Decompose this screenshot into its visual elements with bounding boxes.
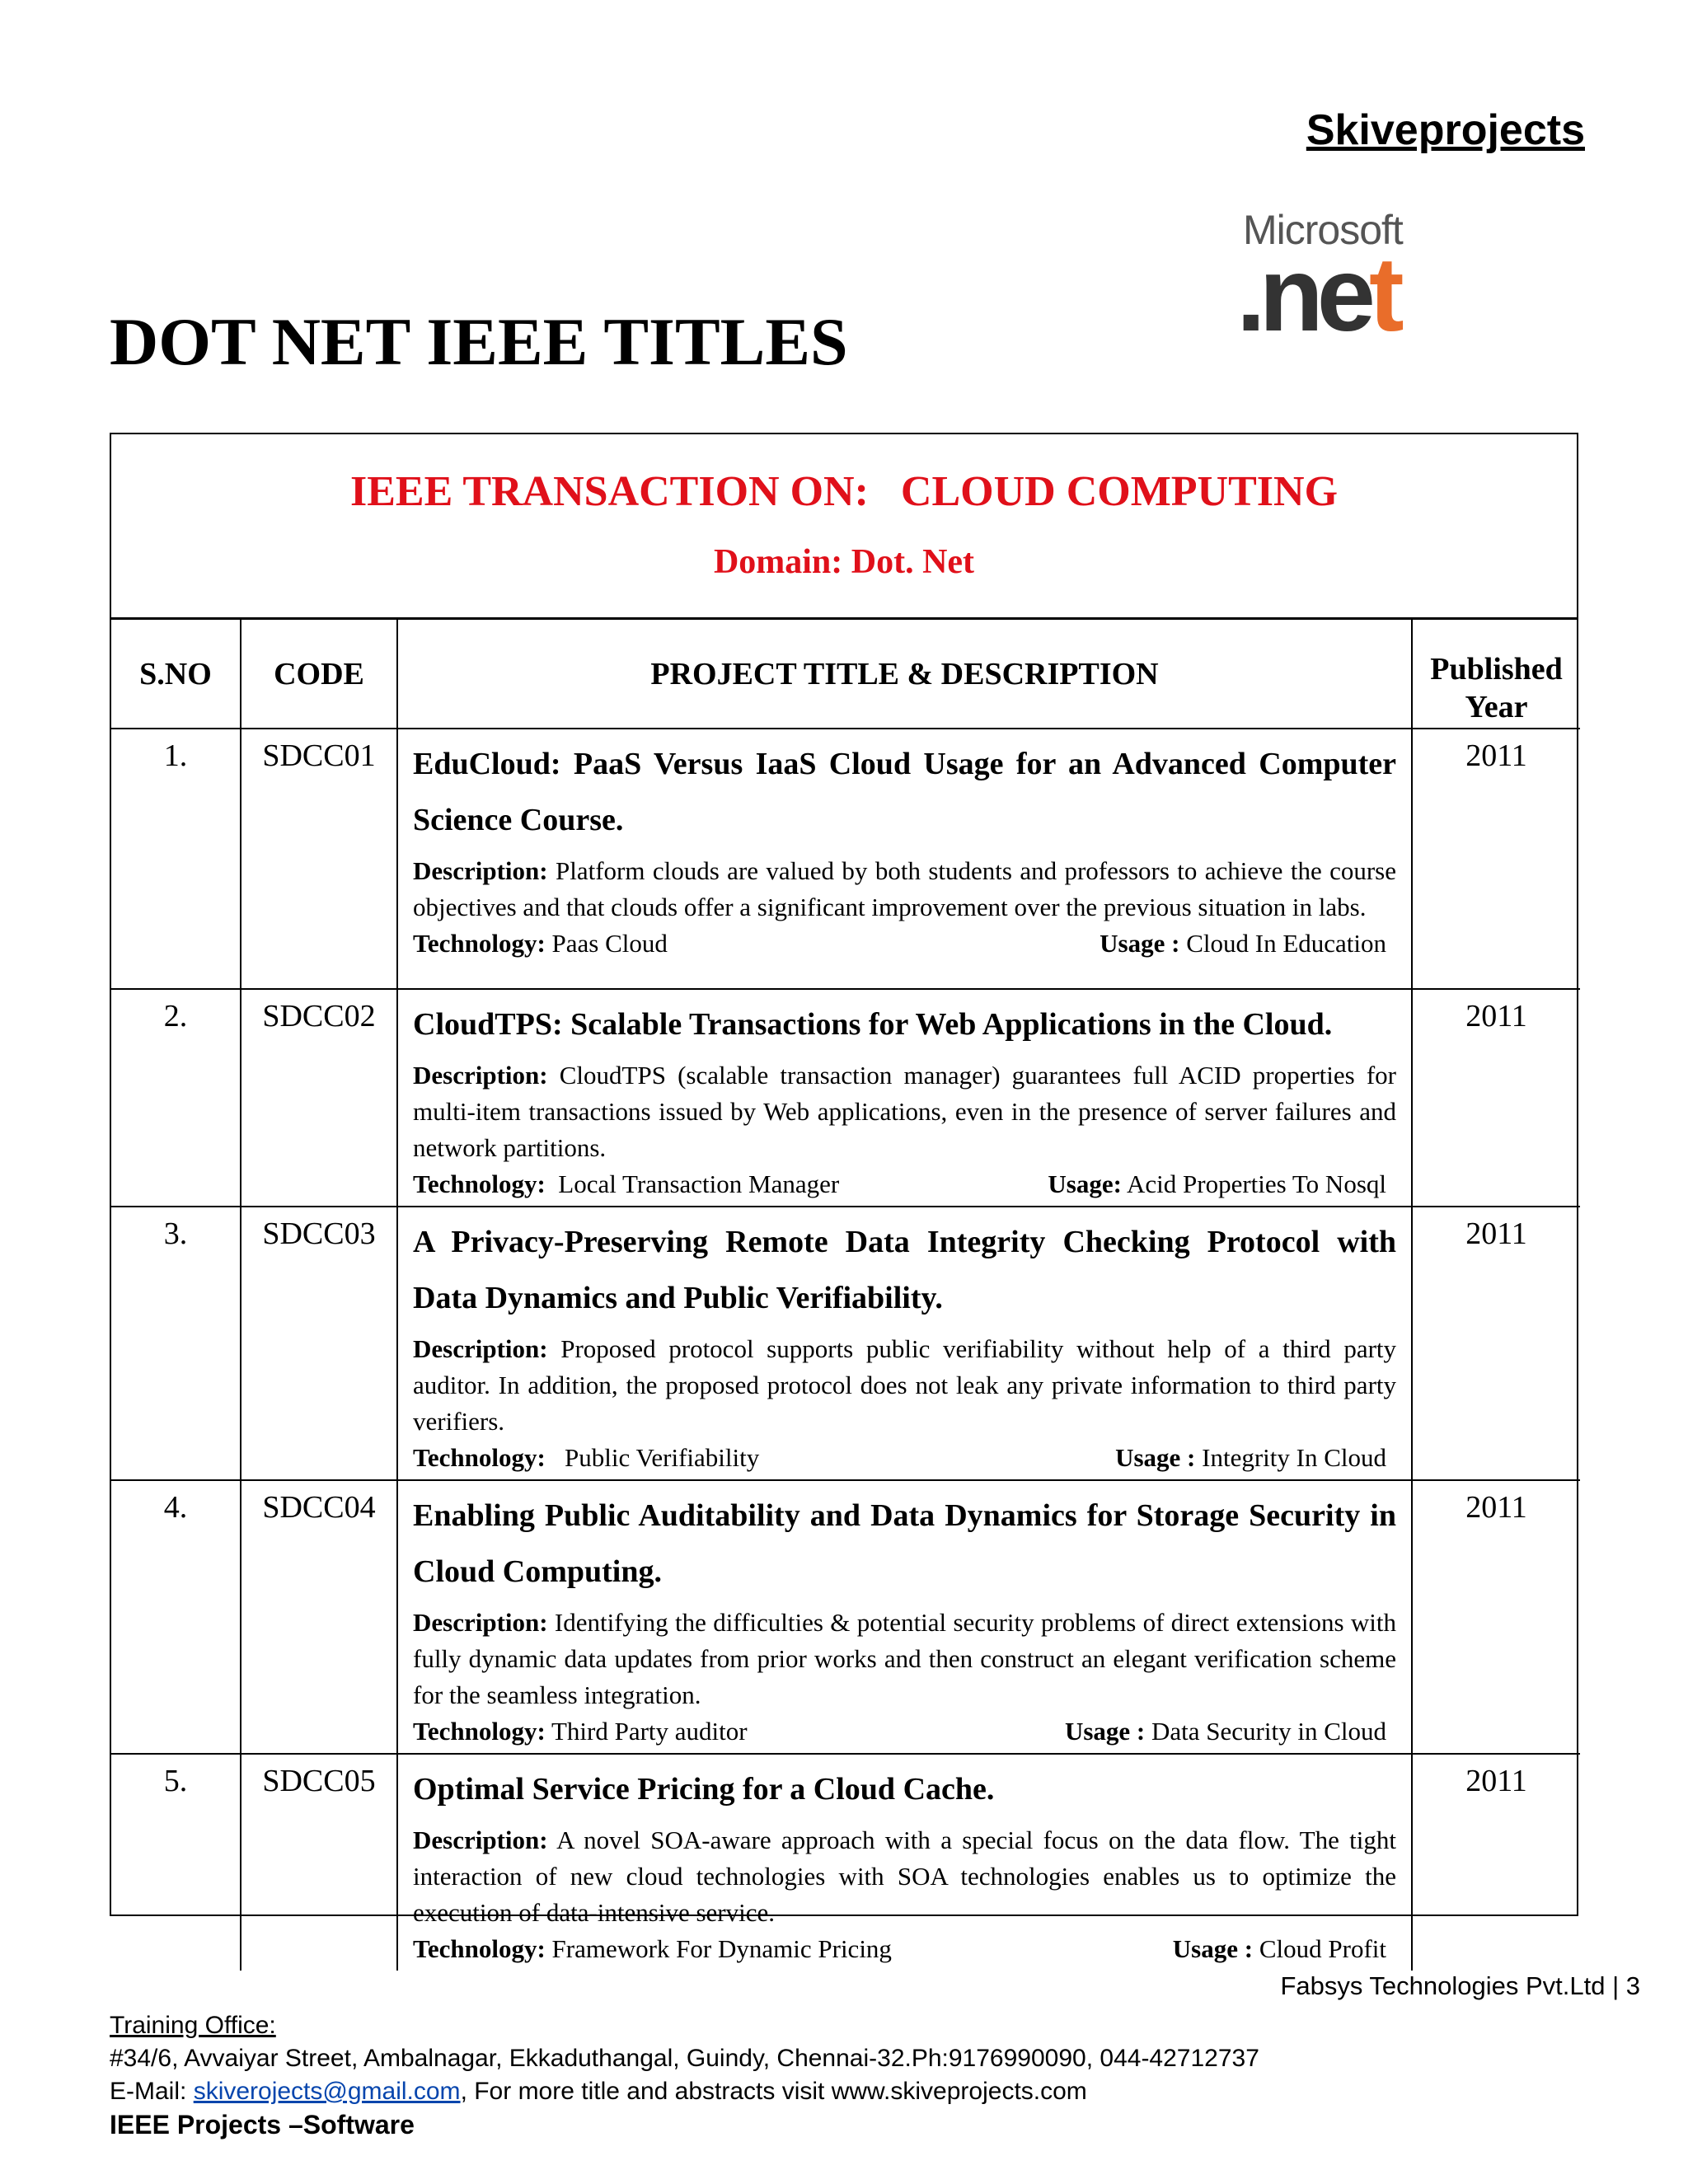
project-description: Description: CloudTPS (scalable transaction manager) guarantees full ACID properties for multi-item transactions issued by Web applications, even in the presence of server failures and network partitions.: [413, 1061, 1396, 1162]
technology-value: Technology: Framework For Dynamic Pricing: [413, 1934, 892, 1963]
technology-usage-line: [413, 926, 1396, 965]
microsoft-net-logo: [1236, 206, 1488, 354]
row-number: 4.: [111, 1480, 241, 1754]
category-label: IEEE Projects –Software: [110, 2110, 415, 2139]
published-year: 2011: [1412, 729, 1580, 989]
table-row: [111, 1754, 1580, 1971]
titles-table-frame: [110, 433, 1578, 1963]
training-office-label: Training Office:: [110, 2012, 276, 2039]
header-sno: S.NO: [111, 620, 241, 729]
project-cell: [397, 729, 1412, 989]
project-cell: [397, 1480, 1412, 1754]
published-year: 2011: [1412, 1480, 1580, 1754]
project-description: Description: Platform clouds are valued by both students and professors to achieve the course objectives and that clouds offer a significant improvement over the previous situation in labs.: [413, 856, 1396, 921]
projects-table: [111, 620, 1580, 1971]
technology-usage-line: [413, 1166, 1396, 1206]
row-number: 3.: [111, 1207, 241, 1480]
technology-usage-line: [413, 1440, 1396, 1479]
table-row: [111, 729, 1580, 989]
email-link[interactable]: skiverojects@gmail.com: [193, 2078, 461, 2105]
project-code: SDCC01: [241, 729, 397, 989]
project-cell: [397, 1207, 1412, 1480]
footer: [110, 2009, 1259, 2141]
published-year: 2011: [1412, 1754, 1580, 1971]
project-title: A Privacy-Preserving Remote Data Integrity Checking Protocol with Data Dynamics and Public Verifiability.: [413, 1225, 1396, 1315]
usage-value: Usage: Acid Properties To Nosql: [1048, 1169, 1386, 1198]
project-code: SDCC03: [241, 1207, 397, 1480]
technology-value: Technology: Third Party auditor: [413, 1717, 748, 1746]
row-number: 2.: [111, 989, 241, 1207]
table-row: [111, 989, 1580, 1207]
table-row: [111, 1207, 1580, 1480]
document-title: DOT NET IEEE TITLES: [110, 304, 848, 379]
header-title: PROJECT TITLE & DESCRIPTION: [397, 620, 1412, 729]
technology-value: Technology: Paas Cloud: [413, 929, 668, 958]
project-description: Description: A novel SOA-aware approach with a special focus on the data flow. The tight interaction of new cloud technologies with SOA technologies enables us to optimize the execution of data-intensive service.: [413, 1825, 1396, 1927]
project-cell: [397, 1754, 1412, 1971]
logo-net-text: .net: [1236, 236, 1398, 354]
technology-value: Technology: Local Transaction Manager: [413, 1169, 840, 1198]
row-number: 1.: [111, 729, 241, 989]
header-year: Published Year: [1412, 620, 1580, 729]
transaction-banner: [111, 434, 1577, 620]
office-address: #34/6, Avvaiyar Street, Ambalnagar, Ekkaduthangal, Guindy, Chennai-32.Ph:9176990090, 044-42712737: [110, 2045, 1259, 2072]
contact-line: E-Mail: skiverojects@gmail.com, For more title and abstracts visit www.skiveprojects.com: [110, 2078, 1087, 2105]
project-code: SDCC04: [241, 1480, 397, 1754]
project-title: CloudTPS: Scalable Transactions for Web Applications in the Cloud.: [413, 1007, 1333, 1042]
published-year: 2011: [1412, 1207, 1580, 1480]
project-title: Enabling Public Auditability and Data Dynamics for Storage Security in Cloud Computing.: [413, 1498, 1396, 1589]
project-code: SDCC02: [241, 989, 397, 1207]
published-year: 2011: [1412, 989, 1580, 1207]
technology-value: Technology: Public Verifiability: [413, 1443, 760, 1472]
row-number: 5.: [111, 1754, 241, 1971]
project-code: SDCC05: [241, 1754, 397, 1971]
project-title: EduCloud: PaaS Versus IaaS Cloud Usage for an Advanced Computer Science Course.: [413, 747, 1396, 837]
usage-value: Usage : Cloud Profit: [1172, 1934, 1386, 1963]
project-title: Optimal Service Pricing for a Cloud Cache.: [413, 1772, 995, 1807]
domain-label: Domain: Dot. Net: [713, 543, 975, 581]
table-header-row: [111, 620, 1580, 729]
header-code: CODE: [241, 620, 397, 729]
usage-value: Usage : Integrity In Cloud: [1115, 1443, 1386, 1472]
brand-heading: Skiveprojects: [1306, 106, 1585, 154]
table-row: [111, 1480, 1580, 1754]
project-description: Description: Identifying the difficulties & potential security problems of direct extensions with fully dynamic data updates from prior works and then construct an elegant verification scheme for the seamless integration.: [413, 1608, 1396, 1709]
transaction-title: IEEE TRANSACTION ON: CLOUD COMPUTING: [349, 468, 1339, 515]
logo-microsoft-text: Microsoft: [1243, 207, 1403, 253]
technology-usage-line: [413, 1931, 1396, 1971]
usage-value: Usage : Data Security in Cloud: [1064, 1717, 1386, 1746]
usage-value: Usage : Cloud In Education: [1100, 929, 1386, 958]
project-cell: [397, 989, 1412, 1207]
project-description: Description: Proposed protocol supports public verifiability without help of a third party auditor. In addition, the proposed protocol does not leak any private information to third party verifiers.: [413, 1334, 1397, 1436]
company-page-label: Fabsys Technologies Pvt.Ltd | 3: [1280, 1971, 1640, 2000]
technology-usage-line: [413, 1713, 1396, 1753]
